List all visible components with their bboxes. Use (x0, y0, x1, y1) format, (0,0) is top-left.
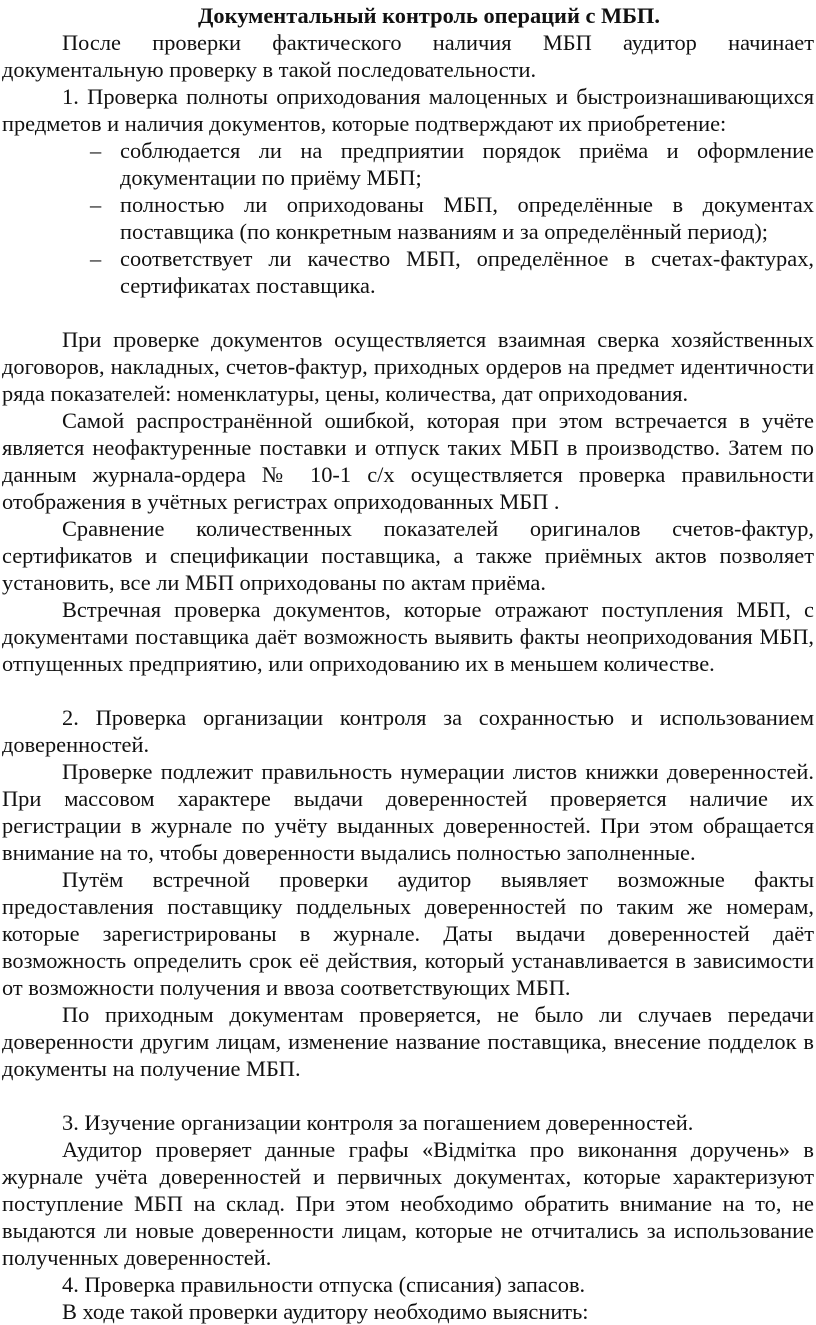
paragraph: По приходным документам проверяется, не было ли случаев передачи доверенности другим лицам, изменение название поставщика, внесение подделок в документы на получение МБП. (2, 1002, 814, 1081)
paragraph: При проверке документов осуществляется взаимная сверка хозяйственных договоров, накладных, счетов-фактур, приходных ордеров на предмет идентичности ряда показателей: номенклатуры, цены, количества, дат оприходования. (2, 327, 814, 406)
list-item (2, 137, 814, 191)
paragraph: Путём встречной проверки аудитор выявляет возможные факты предоставления поставщику поддельных доверенностей по таким же номерам, которые зарегистрированы в журнале. Даты выдачи доверенностей даёт возможность определить срок её действия, который устанавливается в зависимости от возможности получения и ввоза соответствующих МБП. (2, 867, 814, 1000)
paragraph: Встречная проверка документов, которые отражают поступления МБП, с документами поставщика даёт возможность выявить факты неоприходования МБП, отпущенных предприятию, или оприходованию их в меньшем количестве. (2, 597, 814, 676)
paragraph: Проверке подлежит правильность нумерации листов книжки доверенностей. При массовом характере выдачи доверенностей проверяется наличие их регистрации в журнале по учёту выданных доверенностей. При этом обращается внимание на то, чтобы доверенности выдались полностью заполненные. (2, 759, 814, 865)
paragraph: Сравнение количественных показателей оригиналов счетов-фактур, сертификатов и спецификации поставщика, а также приёмных актов позволяет установить, все ли МБП оприходованы по актам приёма. (2, 516, 814, 595)
list-item (2, 245, 814, 299)
list-item-text: соблюдается ли на предприятии порядок приёма и оформление документации по приёму МБП; (120, 138, 814, 190)
list-item-text: соответствует ли качество МБП, определённое в счетах-фактурах, сертификатах поставщика. (120, 246, 814, 298)
section-1-heading: 1. Проверка полноты оприходования малоценных и быстроизнашивающихся предметов и наличия документов, которые подтверждают их приобретение: (2, 84, 814, 136)
dash-bullet-icon: – (90, 138, 102, 163)
paragraph: В ходе такой проверки аудитору необходимо выяснить: (62, 1299, 589, 1324)
section-4-heading: 4. Проверка правильности отпуска (списания) запасов. (62, 1272, 586, 1297)
paragraph: Аудитор проверяет данные графы «Відмітка про виконання доручень» в журнале учёта доверенностей и первичных документах, которые характеризуют поступление МБП на склад. При этом необходимо обратить внимание на то, не выдаются ли новые доверенности лицам, которые не отчитались за использование полученных доверенностей. (2, 1137, 814, 1270)
requirements-list (2, 137, 816, 299)
spacer (2, 1082, 816, 1109)
dash-bullet-icon: – (90, 246, 102, 271)
document-title: Документальный контроль операций с МБП. (198, 3, 660, 28)
list-item-text: полностью ли оприходованы МБП, определённые в документах поставщика (по конкретным названиям и за определённый период); (120, 192, 814, 244)
section-2-heading: 2. Проверка организации контроля за сохранностью и использованием доверенностей. (2, 705, 814, 757)
list-item (2, 191, 814, 245)
spacer (2, 677, 816, 704)
intro-paragraph: После проверки фактического наличия МБП аудитор начинает документальную проверку в такой последовательности. (2, 30, 814, 82)
spacer (2, 299, 816, 326)
dash-bullet-icon: – (90, 192, 102, 217)
paragraph: Самой распространённой ошибкой, которая при этом встречается в учёте является неофактуренные поставки и отпуск таких МБП в производство. Затем по данным журнала-ордера № 10-1 с/х осуществляется проверка правильности отображения в учётных регистрах оприходованных МБП . (2, 408, 814, 514)
section-3-heading: 3. Изучение организации контроля за погашением доверенностей. (62, 1110, 694, 1135)
